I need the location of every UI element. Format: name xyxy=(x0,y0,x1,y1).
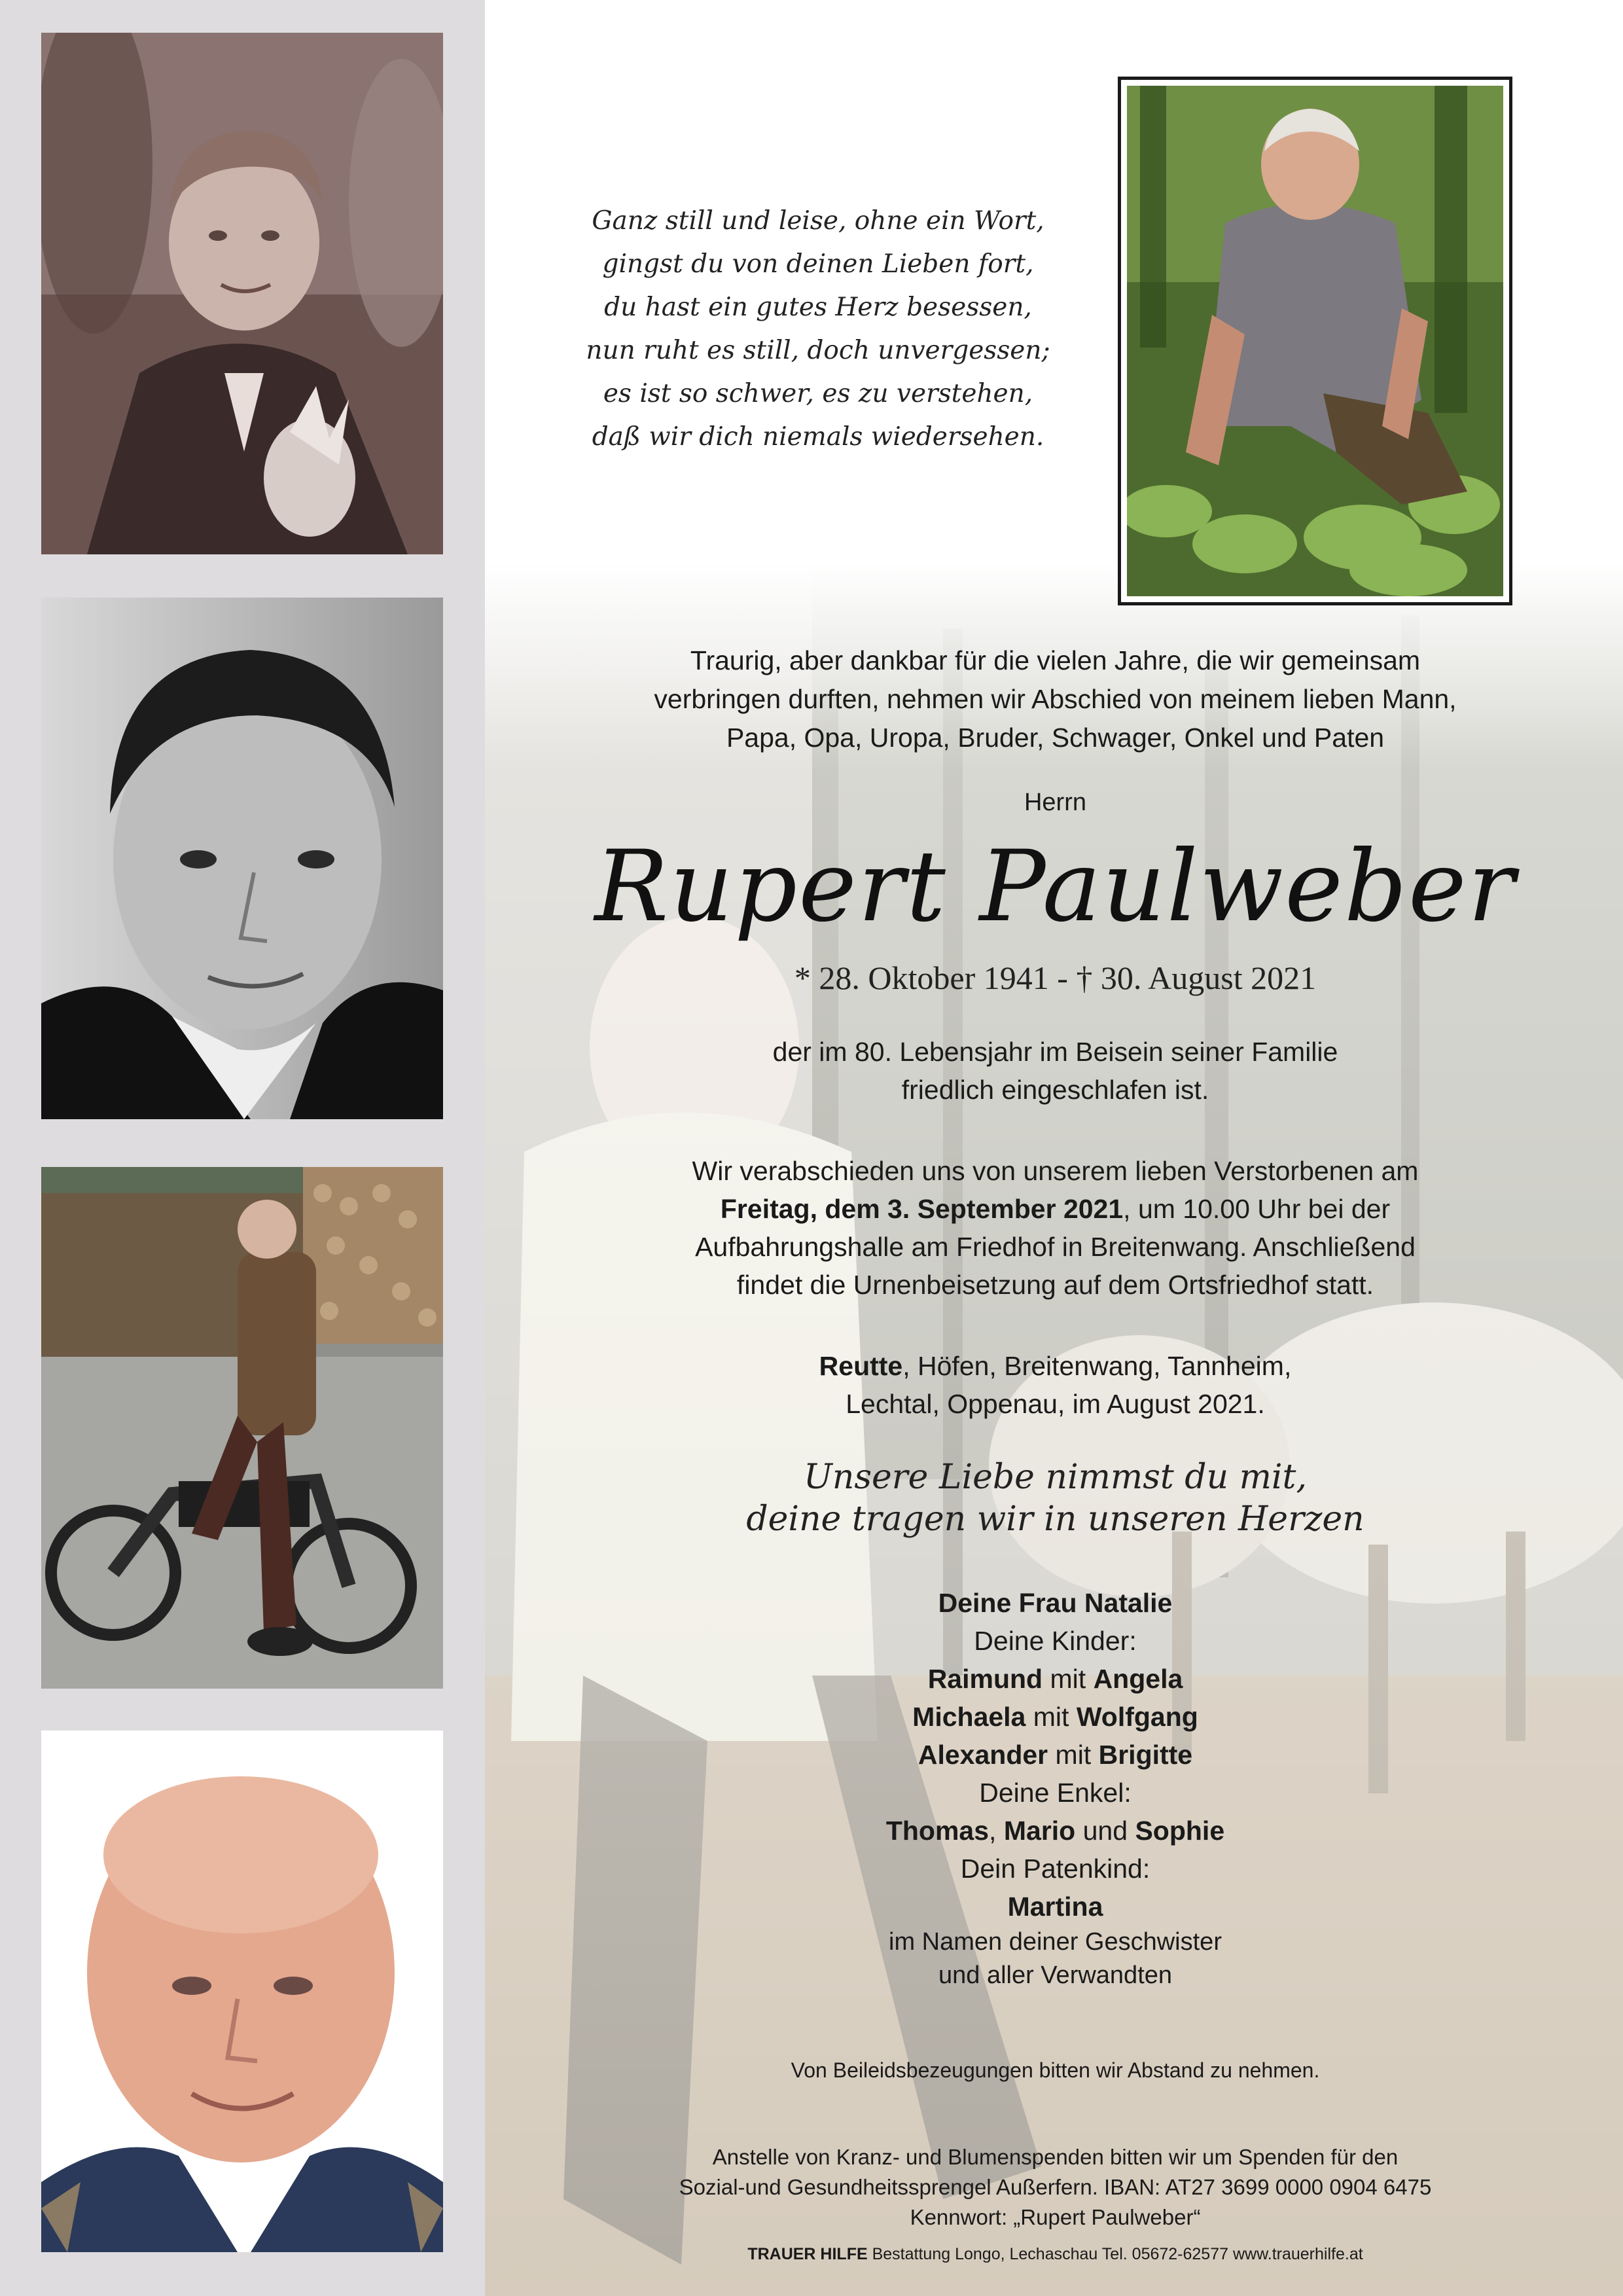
connector: mit xyxy=(1050,1664,1086,1694)
quote-line: deine tragen wir in unseren Herzen xyxy=(746,1499,1364,1539)
passing-line: der im 80. Lebensjahr im Beisein seiner Familie xyxy=(772,1037,1338,1067)
child-row xyxy=(488,1736,1623,1774)
deceased-name: Rupert Paulweber xyxy=(594,830,1516,944)
grandchild-name: Mario xyxy=(1003,1816,1076,1846)
poem xyxy=(517,200,1119,459)
framed-portrait-photo xyxy=(1118,77,1512,605)
wife xyxy=(488,1584,1623,1622)
child-name: Michaela xyxy=(912,1702,1026,1732)
footer xyxy=(488,2245,1623,2264)
child-name: Alexander xyxy=(918,1740,1048,1770)
funeral-time: , um 10.00 Uhr bei der xyxy=(1123,1194,1391,1224)
passing-text xyxy=(488,1033,1623,1109)
poem-line: es ist so schwer, es zu verstehen, xyxy=(603,379,1033,408)
childhood-photo xyxy=(41,33,443,554)
love-quote xyxy=(488,1456,1623,1540)
intro-line: Traurig, aber dankbar für die vielen Jahre, die wir gemeinsam xyxy=(690,645,1421,675)
grandchild-name: Sophie xyxy=(1135,1816,1225,1846)
separator: , xyxy=(989,1816,997,1846)
poem-line: nun ruht es still, doch unvergessen; xyxy=(586,336,1050,365)
partner-name: Wolfgang xyxy=(1076,1702,1198,1732)
wife-name: Deine Frau Natalie xyxy=(938,1588,1173,1618)
grandchild-name: Thomas xyxy=(885,1816,990,1846)
grandchildren-label: Deine Enkel: xyxy=(979,1778,1132,1808)
background-photo xyxy=(485,563,1623,2296)
funeral-line: Aufbahrungshalle am Friedhof in Breitenwang. Anschließend xyxy=(695,1232,1416,1262)
intro-line: Papa, Opa, Uropa, Bruder, Schwager, Onkel und Paten xyxy=(726,723,1385,753)
young-man-photo xyxy=(41,598,443,1119)
places-and-date xyxy=(488,1347,1623,1423)
intro-line: verbringen durften, nehmen wir Abschied von meinem lieben Mann, xyxy=(654,684,1457,714)
poem-line: Ganz still und leise, ohne ein Wort, xyxy=(592,206,1044,236)
grandchildren-row xyxy=(488,1812,1623,1850)
closing-line: im Namen deiner Geschwister xyxy=(889,1928,1222,1956)
poem-line: daß wir dich niemals wiedersehen. xyxy=(592,422,1044,452)
places-rest: , Höfen, Breitenwang, Tannheim, xyxy=(902,1351,1292,1381)
places-line xyxy=(488,1347,1623,1385)
quote-line: Unsere Liebe nimmst du mit, xyxy=(804,1458,1307,1497)
salutation: Herrn xyxy=(1024,789,1087,816)
funeral-line xyxy=(488,1190,1623,1228)
condolences-note: Von Beileidsbezeugungen bitten wir Abstand zu nehmen. xyxy=(791,2058,1320,2082)
elderly-portrait-photo xyxy=(41,1731,443,2252)
children-label: Deine Kinder: xyxy=(974,1626,1137,1656)
donation-line: Kennwort: „Rupert Paulweber“ xyxy=(910,2205,1201,2229)
mourners-list xyxy=(488,1584,1623,1992)
child-row xyxy=(488,1698,1623,1736)
life-dates: * 28. Oktober 1941 - † 30. August 2021 xyxy=(794,960,1317,996)
connector: und xyxy=(1082,1816,1128,1846)
closing-line: und aller Verwandten xyxy=(938,1962,1173,1989)
connector: mit xyxy=(1033,1702,1069,1732)
child-name: Raimund xyxy=(927,1664,1043,1694)
donation-line: Anstelle von Kranz- und Blumenspenden bitten wir um Spenden für den xyxy=(712,2145,1399,2169)
passing-line: friedlich eingeschlafen ist. xyxy=(901,1075,1209,1105)
donation-line: Sozial-und Gesundheitssprengel Außerfern. IBAN: AT27 3699 0000 0904 6475 xyxy=(679,2175,1432,2199)
moped-photo xyxy=(41,1167,443,1689)
donation-note xyxy=(488,2142,1623,2233)
connector: mit xyxy=(1055,1740,1092,1770)
funeral-line: Wir verabschieden uns von unserem lieben Verstorbenen am xyxy=(692,1156,1419,1186)
funeral-details xyxy=(488,1152,1623,1304)
place-reutte: Reutte xyxy=(819,1351,903,1381)
poem-line: du hast ein gutes Herz besessen, xyxy=(604,293,1032,322)
places-line: Lechtal, Oppenau, im August 2021. xyxy=(846,1389,1265,1419)
funeral-line: findet die Urnenbeisetzung auf dem Ortsfriedhof statt. xyxy=(736,1270,1374,1300)
footer-brand: TRAUER HILFE xyxy=(747,2245,868,2263)
godchild-label: Dein Patenkind: xyxy=(960,1854,1150,1884)
godchild xyxy=(488,1888,1623,1926)
child-row xyxy=(488,1660,1623,1698)
partner-name: Brigitte xyxy=(1098,1740,1193,1770)
poem-line: gingst du von deinen Lieben fort, xyxy=(602,249,1034,279)
footer-text: Bestattung Longo, Lechaschau Tel. 05672-62577 www.trauerhilfe.at xyxy=(867,2245,1363,2263)
funeral-date: Freitag, dem 3. September 2021 xyxy=(720,1194,1124,1224)
photo-column xyxy=(0,0,485,2296)
intro-text xyxy=(488,641,1623,757)
partner-name: Angela xyxy=(1093,1664,1183,1694)
godchild-name: Martina xyxy=(1007,1892,1103,1922)
